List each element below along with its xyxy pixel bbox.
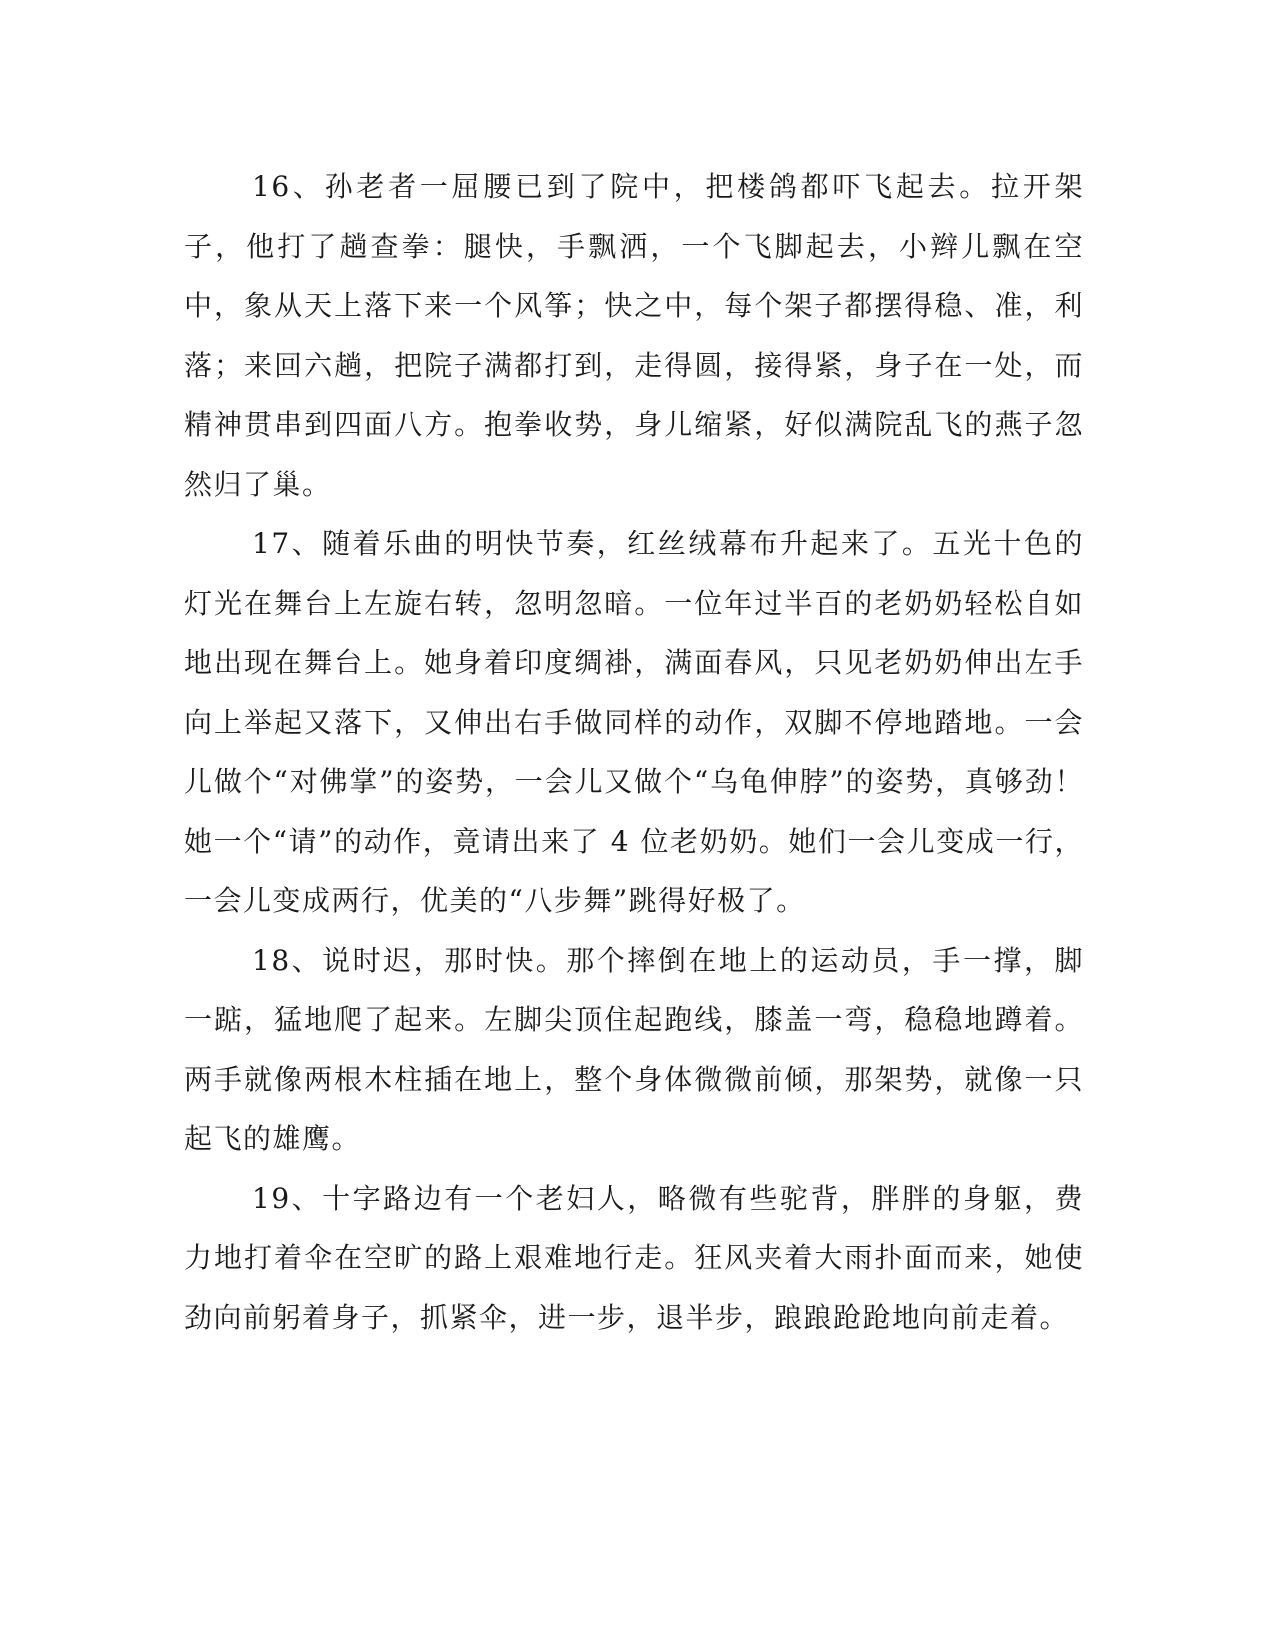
paragraph-16: 16、孙老者一屈腰已到了院中，把楼鸽都吓飞起去。拉开架子，他打了趟查拳：腿快，手飘洒，一个飞脚起去，小辫儿飘在空中，象从天上落下来一个风筝；快之中，每个架子都摆得稳、准，利落；来回六趟，把院子满都打到，走得圆，接得紧，身子在一处，而精神贯串到四面八方。抱拳收势，身儿缩紧，好似满院乱飞的燕子忽然归了巢。 bbox=[184, 170, 1084, 501]
paragraph-18: 18、说时迟，那时快。那个摔倒在地上的运动员，手一撑，脚一踮，猛地爬了起来。左脚尖顶住起跑线，膝盖一弯，稳稳地蹲着。两手就像两根木柱插在地上，整个身体微微前倾，那架势，就像一只起飞的雄鹰。 bbox=[184, 943, 1084, 1155]
document-body bbox=[184, 157, 1084, 1347]
paragraph-19: 19、十字路边有一个老妇人，略微有些驼背，胖胖的身躯，费力地打着伞在空旷的路上艰难地行走。狂风夹着大雨扑面而来，她使劲向前躬着身子，抓紧伞，进一步，退半步，踉踉跄跄地向前走着。 bbox=[184, 1181, 1084, 1334]
paragraph-17: 17、随着乐曲的明快节奏，红丝绒幕布升起来了。五光十色的灯光在舞台上左旋右转，忽明忽暗。一位年过半百的老奶奶轻松自如地出现在舞台上。她身着印度绸褂，满面春风，只见老奶奶伸出左手向上举起又落下，又伸出右手做同样的动作，双脚不停地踏地。一会儿做个“对佛掌”的姿势，一会儿又做个“乌龟伸脖”的姿势，真够劲！她一个“请”的动作，竟请出来了 4 位老奶奶。她们一会儿变成一行，一会儿变成两行，优美的“八步舞”跳得好极了。 bbox=[184, 527, 1084, 917]
